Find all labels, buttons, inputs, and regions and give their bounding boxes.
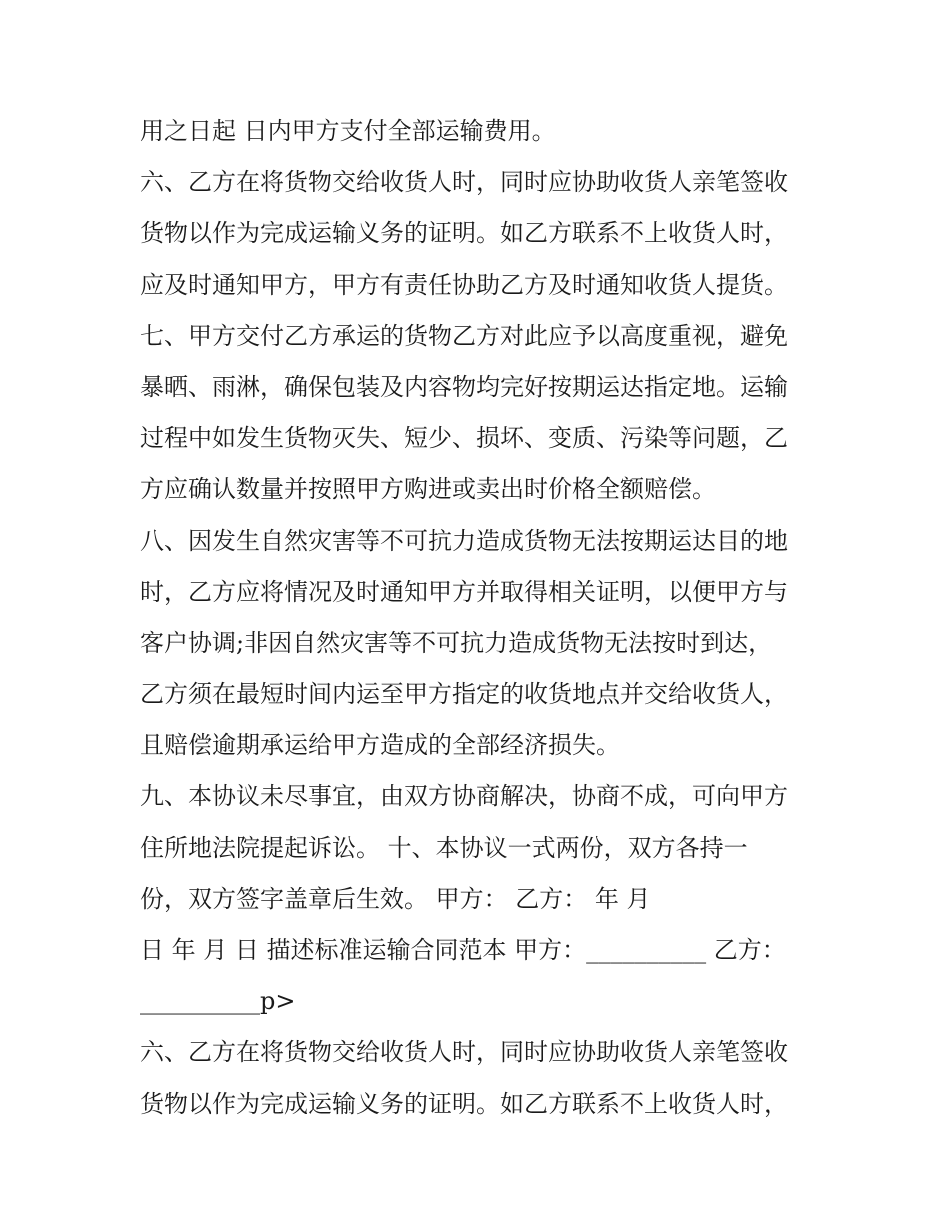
text-line: 日 年 月 日 描述标准运输合同范本 甲方：__________ 乙方： xyxy=(140,936,786,964)
document-body xyxy=(140,106,820,1130)
text-line: 时，乙方应将情况及时通知甲方并取得相关证明，以便甲方与 xyxy=(140,577,788,606)
text-line: 份，双方签字盖章后生效。 甲方： 乙方： 年 月 xyxy=(140,884,651,913)
text-line: 货物以作为完成运输义务的证明。如乙方联系不上收货人时， xyxy=(140,1089,788,1118)
text-line: 九、本协议未尽事宜，由双方协商解决，协商不成，可向甲方 xyxy=(140,782,788,811)
text-line: 七、甲方交付乙方承运的货物乙方对此应予以高度重视，避免 xyxy=(140,321,788,350)
text-line: 住所地法院提起诉讼。 十、本协议一式两份，双方各持一 xyxy=(140,833,748,862)
text-line: 乙方须在最短时间内运至甲方指定的收货地点并交给收货人， xyxy=(140,680,788,709)
text-line: 用之日起 日内甲方支付全部运输费用。 xyxy=(140,117,556,145)
text-line: 暴晒、雨淋，确保包装及内容物均完好按期运达指定地。运输 xyxy=(140,372,788,401)
text-line: 货物以作为完成运输义务的证明。如乙方联系不上收货人时， xyxy=(140,219,788,248)
text-line: 客户协调;非因自然灾害等不可抗力造成货物无法按时到达， xyxy=(140,628,773,657)
text-line: 六、乙方在将货物交给收货人时，同时应协助收货人亲笔签收 xyxy=(140,168,788,197)
text-line: 八、因发生自然灾害等不可抗力造成货物无法按期运达目的地 xyxy=(140,526,788,555)
text-line: 且赔偿逾期承运给甲方造成的全部经济损失。 xyxy=(140,731,620,760)
text-line: 过程中如发生货物灭失、短少、损坏、变质、污染等问题，乙 xyxy=(140,424,788,453)
text-line: __________p> xyxy=(140,987,296,1016)
text-line: 应及时通知甲方，甲方有责任协助乙方及时通知收货人提货。 xyxy=(140,270,788,299)
text-line: 方应确认数量并按照甲方购进或卖出时价格全额赔偿。 xyxy=(140,475,716,504)
text-line: 六、乙方在将货物交给收货人时，同时应协助收货人亲笔签收 xyxy=(140,1038,788,1067)
